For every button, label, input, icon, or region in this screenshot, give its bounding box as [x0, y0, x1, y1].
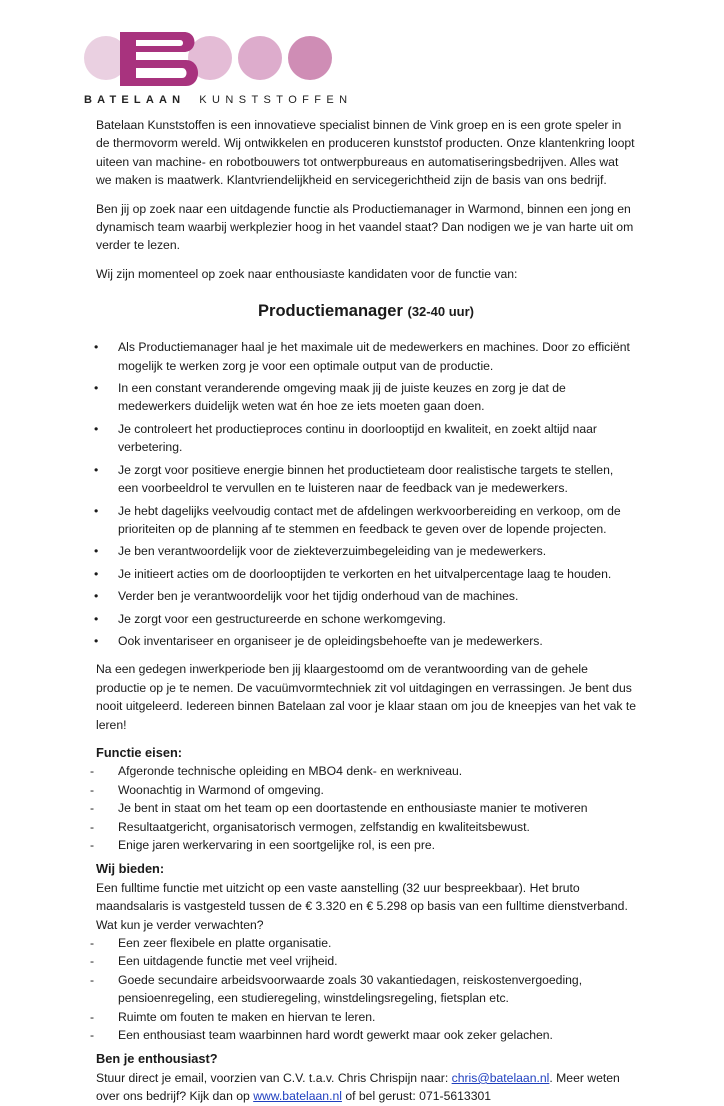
list-item: • Je ben verantwoordelijk voor de ziekteverzuimbegeleiding van je medewerkers. [96, 542, 636, 560]
list-item: • In een constant veranderende omgeving maak jij de juiste keuzes en zorg je dat de medewerkers duidelijk weten wat én hoe ze iets moeten gaan doen. [96, 379, 636, 416]
list-item: • Als Productiemanager haal je het maximale uit de medewerkers en machines. Door zo efficiënt mogelijk te werken zorg je voor een optimale output van de productie. [96, 338, 636, 375]
responsibilities-list [96, 338, 636, 650]
offer-paragraph: Een fulltime functie met uitzicht op een vaste aanstelling (32 uur bespreekbaar). Het bruto maandsalaris is vastgesteld tussen de € 3.320 en € 5.298 op basis van een fulltime dienstverband. Wat kun je verder verwachten? [96, 880, 628, 932]
list-item: - Afgeronde technische opleiding en MBO4 denk- en werkniveau. [96, 762, 636, 780]
list-item: - Enige jaren werkervaring in een soortgelijke rol, is een pre. [96, 836, 636, 854]
contact-text-3: of bel gerust: 071-5613301 [341, 1089, 492, 1104]
list-item: • Je hebt dagelijks veelvoudig contact met de afdelingen werkvoorbereiding en verkoop, om de prioriteiten op de planning af te stemmen en feedback te geven over de lopende projecten. [96, 502, 636, 539]
batelaan-logo [84, 30, 364, 106]
logo-mark [84, 30, 364, 94]
email-link[interactable]: chris@batelaan.nl [451, 1070, 550, 1085]
requirements-heading: Functie eisen: [96, 744, 183, 760]
contact-paragraph [96, 1069, 636, 1106]
requirements-list [96, 762, 636, 854]
list-item: - Woonachtig in Warmond of omgeving. [96, 781, 636, 799]
intro-paragraph-invite: Ben jij op zoek naar een uitdagende functie als Productiemanager in Warmond, binnen een jong en dynamisch team waarbij werkplezier hoog in het vaandel staat? Dan nodigen we je van harte uit om verder te lezen. [96, 201, 634, 253]
document-body [96, 116, 636, 1106]
onboarding-paragraph: Na een gedegen inwerkperiode ben jij klaargestoomd om de verantwoording van de gehele productie op je te nemen. De vacuümvormtechniek zit vol uitdagingen en verrassingen. Je bent dus nooit uitgeleerd. Iedereen binnen Batelaan zal voor je klaar staan om jou de kneepjes van het vak te leren! [96, 662, 636, 732]
job-title: Productiemanager [258, 302, 403, 321]
list-item: - Je bent in staat om het team op een doortastende en enthousiaste manier te motiveren [96, 799, 636, 817]
website-link[interactable]: www.batelaan.nl [253, 1089, 342, 1104]
intro-paragraph-search: Wij zijn momenteel op zoek naar enthousiaste kandidaten voor de functie van: [96, 266, 518, 281]
list-item: • Je zorgt voor een gestructureerde en schone werkomgeving. [96, 610, 636, 628]
list-item: - Een zeer flexibele en platte organisatie. [96, 934, 636, 952]
contact-heading: Ben je enthousiast? [96, 1051, 218, 1067]
logo-word-kunststoffen: KUNSTSTOFFEN [199, 94, 353, 106]
job-title-heading [96, 301, 636, 322]
offer-heading: Wij bieden: [96, 861, 165, 877]
offer-list [96, 934, 636, 1044]
intro-paragraph-company: Batelaan Kunststoffen is een innovatieve specialist binnen de Vink groep en is een grote speler in de thermovorm wereld. Wij ontwikkelen en produceren kunststof producten. Onze klantenkring loopt uiteen van machine- en robotbouwers tot ontwerpbureaus en automatiseringsbedrijven. Alles wat we maken is maatwerk. Klantvriendelijkheid en servicegerichtheid zijn de basis van ons bedrijf. [96, 118, 635, 188]
list-item: - Goede secundaire arbeidsvoorwaarde zoals 30 vakantiedagen, reiskostenvergoeding, pensioenregeling, een studieregeling, winstdelingsregeling, fietsplan etc. [96, 971, 636, 1008]
list-item: • Je controleert het productieproces continu in doorlooptijd en kwaliteit, en zoekt altijd naar verbetering. [96, 420, 636, 457]
contact-text-1: Stuur direct je email, voorzien van C.V. t.a.v. Chris Chrispijn naar: [96, 1070, 452, 1085]
logo-wordmark [84, 94, 353, 106]
list-item: - Resultaatgericht, organisatorisch vermogen, zelfstandig en kwaliteitsbewust. [96, 818, 636, 836]
list-item: - Een uitdagende functie met veel vrijheid. [96, 952, 636, 970]
logo-word-batelaan: BATELAAN [84, 94, 186, 106]
list-item: • Je zorgt voor positieve energie binnen het productieteam door realistische targets te stellen, een voorbeeldrol te vervullen en te luisteren naar de feedback van je medewerkers. [96, 461, 636, 498]
list-item: - Een enthousiast team waarbinnen hard wordt gewerkt maar ook zeker gelachen. [96, 1026, 636, 1044]
list-item: • Ook inventariseer en organiseer je de opleidingsbehoefte van je medewerkers. [96, 632, 636, 650]
list-item: • Je initieert acties om de doorlooptijden te verkorten en het uitvalpercentage laag te houden. [96, 565, 636, 583]
list-item: • Verder ben je verantwoordelijk voor het tijdig onderhoud van de machines. [96, 587, 636, 605]
list-item: - Ruimte om fouten te maken en hiervan te leren. [96, 1008, 636, 1026]
job-hours: (32-40 uur) [407, 304, 474, 320]
contact-text-2: . Meer weten over ons bedrijf? Kijk dan op [96, 1070, 620, 1104]
